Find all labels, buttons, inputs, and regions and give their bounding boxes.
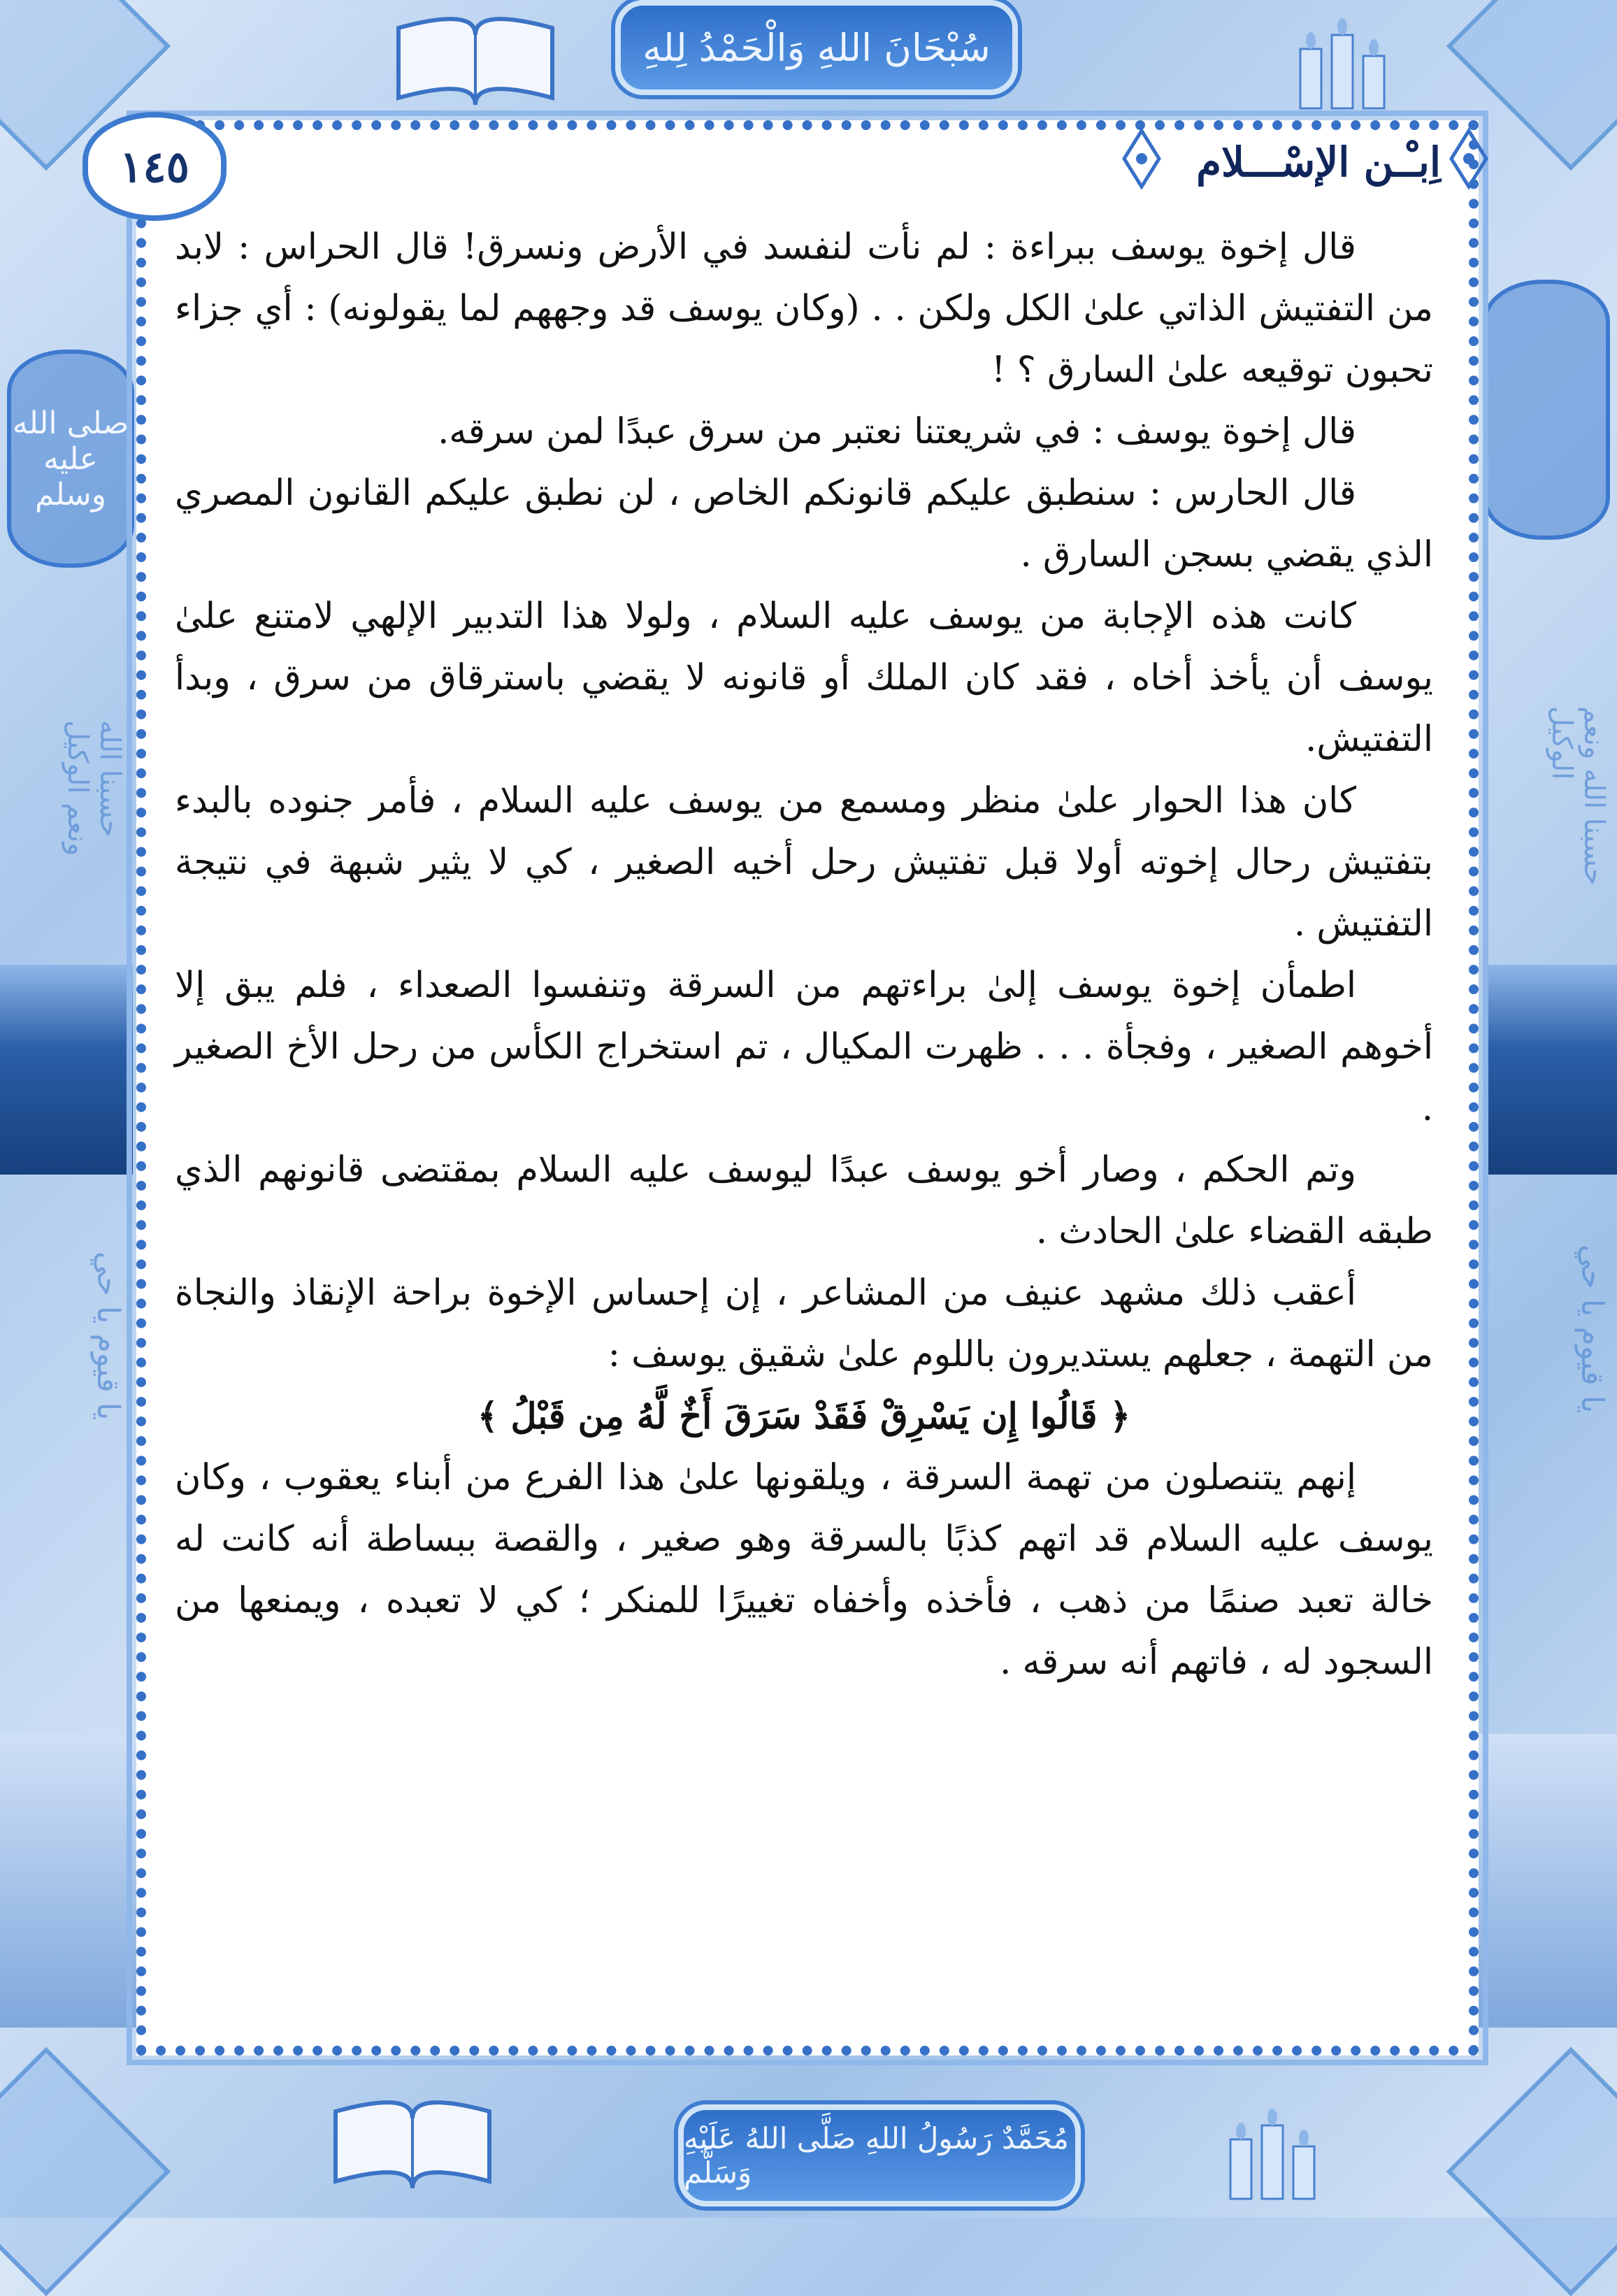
book-title: اِبـْـن الإسْـــلام [1196,138,1441,186]
left-medallion: صلى الله عليه وسلم [7,350,134,568]
page-number: ١٤٥ [82,112,227,221]
right-calligraphy-1: حسبنا الله ونعم الوكيل [1546,706,1610,886]
corner-ornament-bottom-left [0,2047,171,2296]
open-book-icon [391,7,559,112]
left-calligraphy-2: يا قيوم يا حي [90,1251,126,1421]
bottom-cartouche-text: مُحَمَّدٌ رَسُولُ اللهِ صَلَّى اللهُ عَلَيْهِ وَسَلَّم [684,2121,1069,2190]
top-calligraphy-cartouche [615,0,1018,95]
right-medallion [1483,280,1610,540]
right-kaaba-image [1484,965,1617,1175]
paragraph-3: قال الحارس : سنطبق عليكم قانونكم الخاص ، لن نطبق عليكم القانون المصري الذي يقضي بسجن السارق . [175,473,1433,575]
paragraph-8: أعقب ذلك مشهد عنيف من المشاعر ، إن إحساس الإخوة براحة الإنقاذ والنجاة من التهمة ، جعلهم يستديرون باللوم علىٰ شقيق يوسف : [175,1272,1433,1375]
paragraph-2: قال إخوة يوسف : في شريعتنا نعتبر من سرق عبدًا لمن سرقه. [438,411,1356,452]
paragraph-4: كانت هذه الإجابة من يوسف عليه السلام ، ولولا هذا التدبير الإلهي لامتنع علىٰ يوسف أن يأخذ أخاه ، فقد كان الملك أو قانونه لا يقضي باسترقاق من سرق ، وبدأ التفتيش. [175,596,1433,760]
corner-ornament-bottom-right [1446,2047,1617,2296]
candles-icon [1286,7,1398,112]
page-body [175,217,1433,1693]
paragraph-1: قال إخوة يوسف ببراءة : لم نأت لنفسد في الأرض ونسرق! قال الحراس : لابد من التفتيش الذاتي علىٰ الكل ولكن . . (وكان يوسف قد وجههم لما يقولونه) : أي جزاء تحبون توقيعه علىٰ السارق ؟ ! [175,227,1433,391]
open-book-icon [329,2090,496,2195]
left-calligraphy-1: حسبنا الله ونعم الوكيل [62,720,126,856]
paragraph-9: إنهم يتنصلون من تهمة السرقة ، ويلقونها علىٰ هذا الفرع من أبناء يعقوب ، وكان يوسف عليه السلام قد اتهم كذبًا بالسرقة وهو صغير ، والقصة ببساطة أنه كانت له خالة تعبد صنمًا من ذهب ، فأخذه وأخفاه تغييرًا للمنكر ؛ كي لا تعبده ، ويمنعها من السجود له ، فاتهم أنه سرقه . [175,1457,1433,1683]
title-ornament-icon [1448,127,1490,190]
bottom-calligraphy-cartouche [678,2104,1081,2207]
left-kaaba-image [0,965,133,1175]
top-cartouche-text: سُبْحَانَ اللهِ وَالْحَمْدُ لِلهِ [642,25,991,70]
candles-icon [1216,2097,1328,2202]
right-calligraphy-2: يا قيوم يا حي [1574,1244,1610,1414]
quran-verse: ﴿ قَالُوا إِن يَسْرِقْ فَقَدْ سَرَقَ أَخٌ لَّهُ مِن قَبْلُ ﴾ [477,1395,1131,1437]
title-ornament-icon [1121,127,1163,190]
paragraph-5: كان هذا الحوار علىٰ منظر ومسمع من يوسف عليه السلام ، فأمر جنوده بالبدء بتفتيش رحال إخوته أولا قبل تفتيش رحل أخيه الصغير ، كي لا يثير شبهة في نتيجة التفتيش . [175,780,1433,945]
paragraph-7: وتم الحكم ، وصار أخو يوسف عبدًا ليوسف عليه السلام بمقتضى قانونهم الذي طبقه القضاء علىٰ الحادث . [175,1149,1433,1252]
paragraph-6: اطمأن إخوة يوسف إلىٰ براءتهم من السرقة وتنفسوا الصعداء ، فلم يبق إلا أخوهم الصغير ، وفجأة . . . ظهرت المكيال ، تم استخراج الكأس من رحل الأخ الصغير . [175,965,1433,1129]
